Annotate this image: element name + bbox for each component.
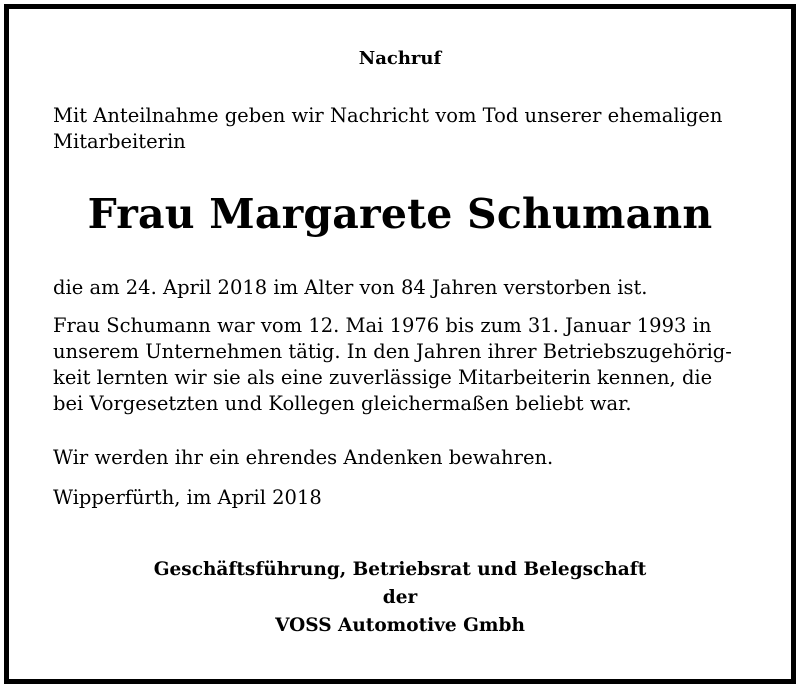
notice-heading: Nachruf bbox=[358, 48, 442, 69]
death-date-text: die am 24. April 2018 im Alter von 84 Jahren verstorben ist. bbox=[53, 276, 648, 299]
signature-line-1: Geschäftsführung, Betriebsrat und Belegschaft bbox=[153, 559, 647, 580]
signature-line-2: der bbox=[382, 587, 418, 608]
career-line: Frau Schumann war vom 12. Mai 1976 bis zum 31. Januar 1993 in bbox=[53, 314, 712, 337]
career-line: bei Vorgesetzten und Kollegen gleichermaßen beliebt war. bbox=[53, 392, 632, 415]
career-line: keit lernten wir sie als eine zuverlässige Mitarbeiterin kennen, die bbox=[53, 366, 713, 389]
career-line: unserem Unternehmen tätig. In den Jahren ihrer Betriebszugehörig- bbox=[53, 340, 732, 363]
intro-text: Mit Anteilnahme geben wir Nachricht vom Tod unserer ehemaligen Mitarbeiterin bbox=[53, 104, 723, 153]
remembrance-text: Wir werden ihr ein ehrendes Andenken bewahren. bbox=[53, 446, 554, 469]
deceased-name: Frau Margarete Schumann bbox=[87, 190, 713, 238]
place-date: Wipperfürth, im April 2018 bbox=[53, 486, 322, 509]
company-name: VOSS Automotive Gmbh bbox=[275, 615, 525, 636]
career-paragraph bbox=[53, 313, 747, 417]
